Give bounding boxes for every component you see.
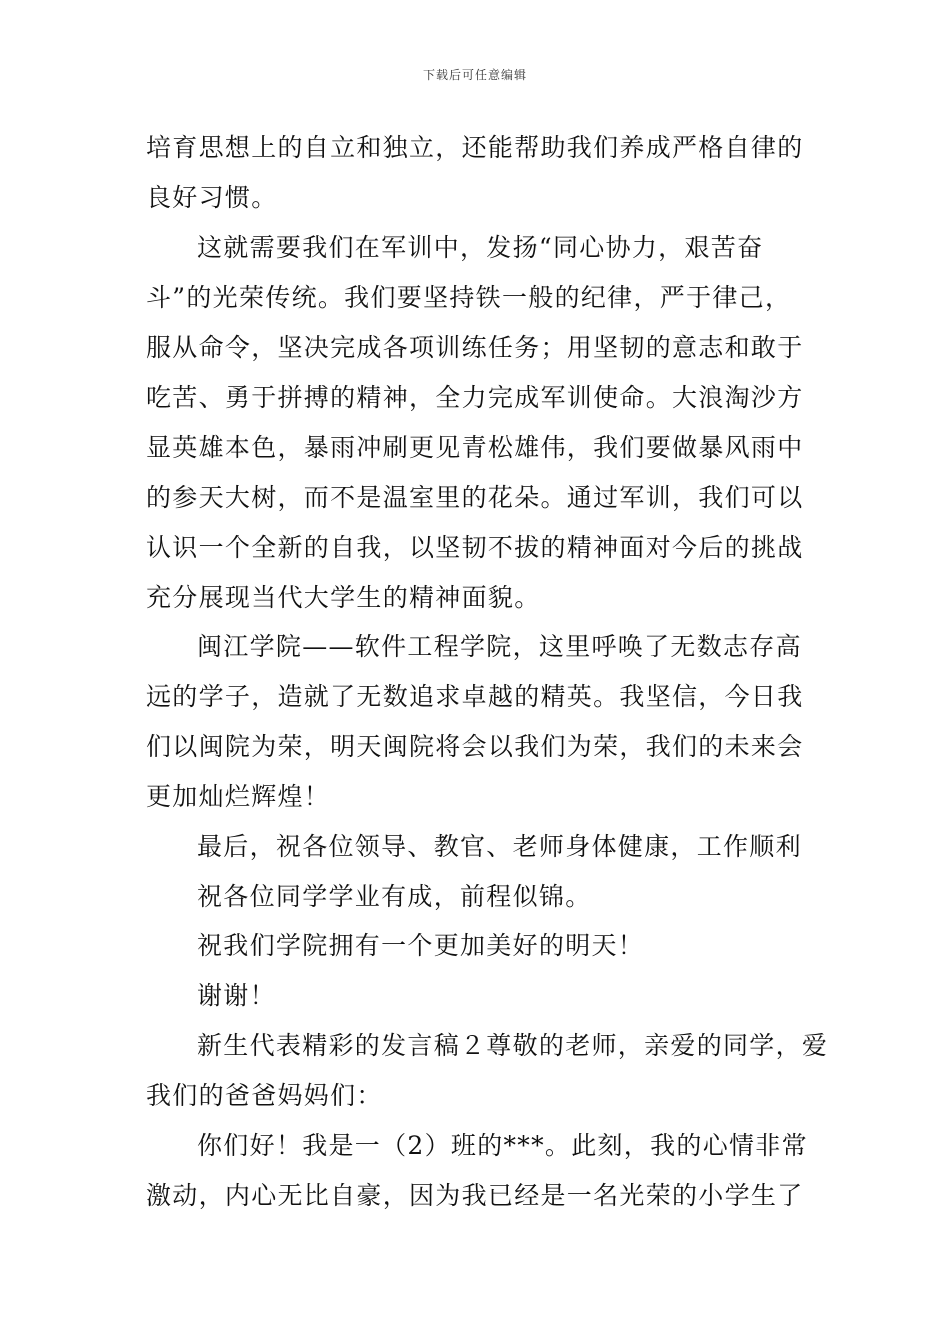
body-line: 谢谢！ — [197, 981, 276, 1010]
body-line: 们以闽院为荣，明天闽院将会以我们为荣，我们的未来会 — [146, 732, 804, 761]
body-line: 最后，祝各位领导、教官、老师身体健康，工作顺利 — [197, 832, 802, 861]
body-line: 祝各位同学学业有成，前程似锦。 — [197, 882, 592, 911]
body-line: 良好习惯。 — [146, 183, 278, 212]
body-line: 培育思想上的自立和独立，还能帮助我们养成严格自律的 — [146, 133, 804, 162]
body-line: 我们的爸爸妈妈们： — [146, 1081, 383, 1110]
body-line: 新生代表精彩的发言稿２尊敬的老师，亲爱的同学，爱 — [197, 1031, 829, 1060]
body-line: 显英雄本色，暴雨冲刷更见青松雄伟，我们要做暴风雨中 — [146, 433, 804, 462]
body-line: 认识一个全新的自我，以坚韧不拔的精神面对今后的挑战 — [146, 533, 804, 562]
body-line: 更加灿烂辉煌！ — [146, 782, 331, 811]
body-line: 祝我们学院拥有一个更加美好的明天！ — [197, 931, 645, 960]
header-note: 下载后可任意编辑 — [422, 68, 527, 82]
body-line: 的参天大树，而不是温室里的花朵。通过军训，我们可以 — [146, 483, 804, 512]
body-line: 激动，内心无比自豪，因为我已经是一名光荣的小学生了 — [146, 1181, 804, 1210]
body-line: 充分展现当代大学生的精神面貌。 — [146, 583, 541, 612]
body-line: 吃苦、勇于拼搏的精神，全力完成军训使命。大浪淘沙方 — [146, 383, 804, 412]
body-line: 远的学子，造就了无数追求卓越的精英。我坚信，今日我 — [146, 682, 804, 711]
body-line: 斗”的光荣传统。我们要坚持铁一般的纪律，严于律己， — [146, 283, 792, 312]
body-line: 你们好！我是一（2）班的***。此刻，我的心情非常 — [197, 1131, 808, 1160]
body-line: 服从命令，坚决完成各项训练任务；用坚韧的意志和敢于 — [146, 333, 804, 362]
body-line: 闽江学院——软件工程学院，这里呼唤了无数志存高 — [197, 632, 802, 661]
body-line: 这就需要我们在军训中，发扬“同心协力，艰苦奋 — [197, 233, 764, 262]
